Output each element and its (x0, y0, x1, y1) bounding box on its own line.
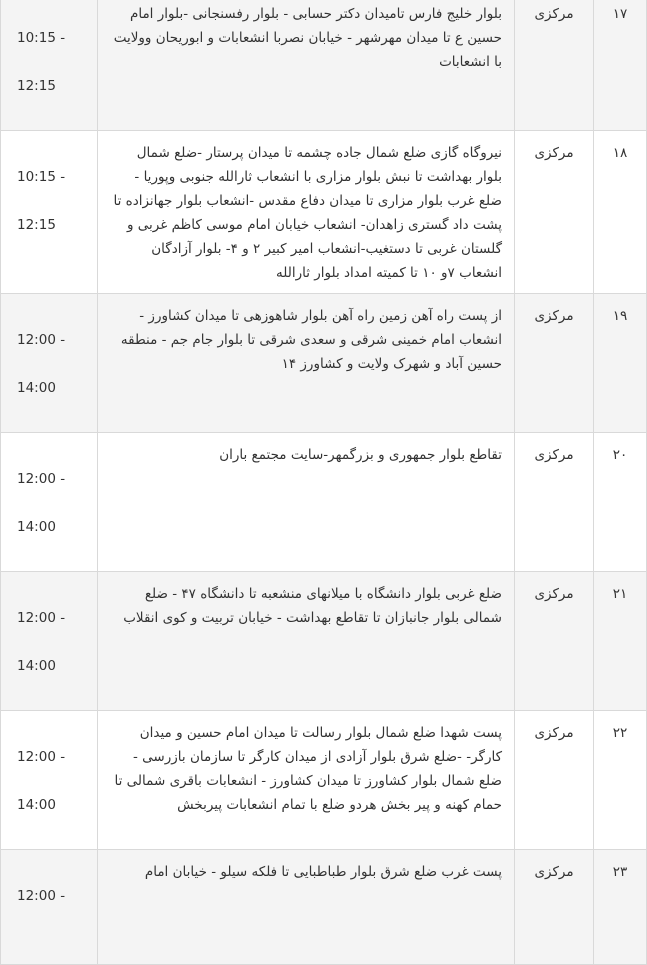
table-row (1, 433, 647, 572)
time-to: 14:00 (17, 519, 56, 535)
region-cell: مرکزی (515, 0, 594, 131)
time-range (1, 850, 98, 965)
time-to: 12:15 (17, 217, 56, 233)
time-from: 12:00 - (17, 610, 66, 626)
table-row (1, 294, 647, 433)
area-description: پست غرب ضلع شرق بلوار طباطبایی تا فلکه سیلو - خیابان امام (98, 850, 515, 965)
time-range (1, 131, 98, 294)
area-description: نیروگاه گازی ضلع شمال جاده چشمه تا میدان پرستار -ضلع شمال بلوار بهداشت تا نبش بلوار مزاری با انشعاب ثارالله جنوبی وپوریا - ضلع غرب بلوار مزاری تا میدان دفاع مقدس -انشعاب بلوار جهانزاده تا پشت داد گستری زاهدان- انشعاب خیابان امام موسی کاظم غربی و گلستان غربی تا دستغیب-انشعاب امیر کبیر ۲ و ۴- بلوار آزادگان انشعاب ۷و ۱۰ تا کمیته امداد بلوار ثارالله (98, 131, 515, 294)
table-row (1, 850, 647, 965)
row-number: ۲۳ (594, 850, 647, 965)
area-description: از پست راه آهن زمین راه آهن بلوار شاهوزهی تا میدان کشاورز - انشعاب امام خمینی شرقی و سعدی شرقی تا بلوار جام جم - منطقه حسین آباد و شهرک ولایت و کشاورز ۱۴ (98, 294, 515, 433)
time-from: 12:00 - (17, 332, 66, 348)
time-range (1, 711, 98, 850)
time-from: 12:00 - (17, 749, 66, 765)
area-description: بلوار خلیج فارس تامیدان دکتر حسابی - بلوار رفسنجانی -بلوار امام حسین ع تا میدان مهرشهر - خیابان نصربا انشعابات و ابوریحان وولایت با انشعابات (98, 0, 515, 131)
time-range (1, 0, 98, 131)
area-description: ضلع غربی بلوار دانشگاه با میلانهای منشعبه تا دانشگاه ۴۷ - ضلع شمالی بلوار جانبازان تا تقاطع بهداشت - خیابان تربیت و کوی انقلاب (98, 572, 515, 711)
region-cell: مرکزی (515, 711, 594, 850)
row-number: ۱۸ (594, 131, 647, 294)
area-description: پست شهدا ضلع شمال بلوار رسالت تا میدان امام حسین و میدان کارگر- -ضلع شرق بلوار آزادی از میدان کارگر تا سازمان بازرسی - ضلع شمال بلوار کشاورز تا میدان کشاورز - انشعابات باقری شمالی تا حمام کهنه و پیر بخش هردو ضلع با تمام انشعابات پیربخش (98, 711, 515, 850)
region-cell: مرکزی (515, 433, 594, 572)
time-to: 14:00 (17, 380, 56, 396)
time-from: 10:15 - (17, 30, 66, 46)
time-to: 12:15 (17, 78, 56, 94)
row-number: ۲۲ (594, 711, 647, 850)
time-to: 14:00 (17, 658, 56, 674)
time-from: 12:00 - (17, 888, 66, 904)
region-cell: مرکزی (515, 294, 594, 433)
time-range (1, 433, 98, 572)
row-number: ۲۰ (594, 433, 647, 572)
table-row (1, 711, 647, 850)
region-cell: مرکزی (515, 572, 594, 711)
table-row (1, 131, 647, 294)
time-range (1, 294, 98, 433)
region-cell: مرکزی (515, 850, 594, 965)
time-from: 10:15 - (17, 169, 66, 185)
row-number: ۱۹ (594, 294, 647, 433)
row-number: ۱۷ (594, 0, 647, 131)
time-to: 14:00 (17, 797, 56, 813)
area-description: تقاطع بلوار جمهوری و بزرگمهر-سایت مجتمع باران (98, 433, 515, 572)
table-row (1, 572, 647, 711)
table-row (1, 0, 647, 131)
time-from: 12:00 - (17, 471, 66, 487)
row-number: ۲۱ (594, 572, 647, 711)
time-range (1, 572, 98, 711)
table-body (1, 0, 647, 965)
region-cell: مرکزی (515, 131, 594, 294)
